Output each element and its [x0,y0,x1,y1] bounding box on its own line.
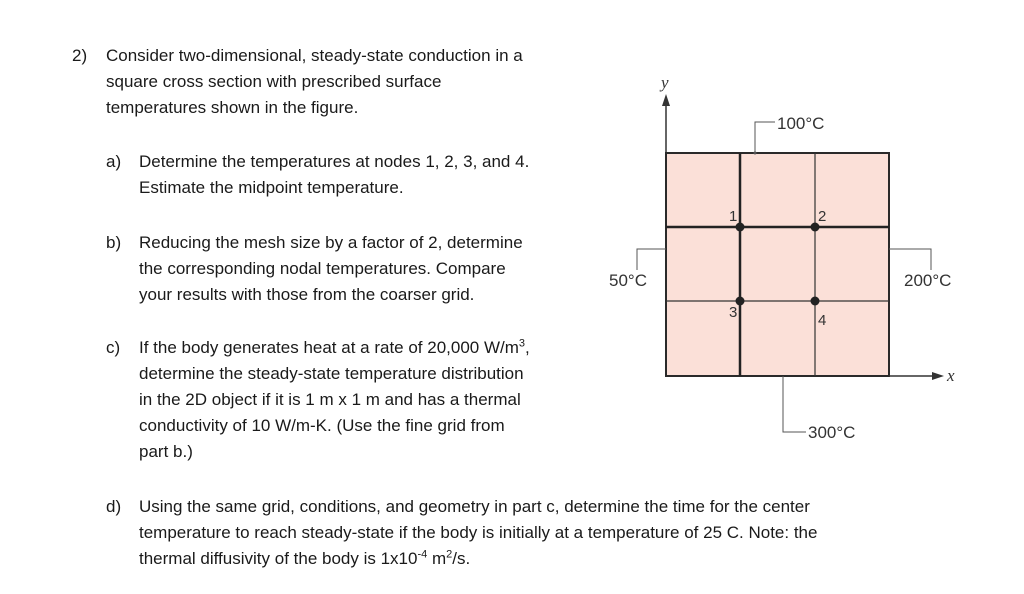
leader-dot [754,152,757,155]
y-axis-arrow-icon [662,94,670,106]
part-c-line [139,335,530,361]
question-number: 2) [72,46,88,65]
part-d-text [139,494,999,572]
node-4-label: 4 [818,312,827,329]
part-d-label: d) [106,497,122,516]
bottom-temperature: 300°C [808,423,856,442]
unit-text: /s. [452,549,471,568]
right-temperature: 200°C [904,271,952,290]
part-c-line: determine the steady-state temperature distribution [139,364,524,383]
part-c-line: part b.) [139,442,193,461]
unit-text: m [427,549,447,568]
x-axis-label: x [947,366,955,385]
part-d-line: Using the same grid, conditions, and geometry in part c, determine the time for the center [139,497,810,516]
y-axis-label: y [661,73,669,92]
part-c-text [139,335,530,465]
conduction-grid-figure [600,60,980,445]
part-d-line: temperature to reach steady-state if the body is initially at a temperature of 25 C. Note: the [139,523,818,542]
node-1-label: 1 [729,208,738,225]
node-2-label: 2 [818,208,827,225]
x-axis-arrow-icon [932,372,944,380]
part-d-line3-text: thermal diffusivity of the body is 1x10 [139,549,418,568]
part-b-line: Reducing the mesh size by a factor of 2, determine [139,233,523,252]
body-square [666,153,889,376]
part-b-line: your results with those from the coarser grid. [139,285,475,304]
part-b-text [139,230,523,308]
superscript: 3 [518,337,526,350]
intro-line: square cross section with prescribed surface [106,72,442,91]
top-temperature: 100°C [777,114,825,133]
part-c-line: in the 2D object if it is 1 m x 1 m and has a thermal [139,390,521,409]
intro-line: temperatures shown in the figure. [106,98,359,117]
part-b-line: the corresponding nodal temperatures. Compare [139,259,506,278]
node-3-label: 3 [729,304,738,321]
part-a-line: Determine the temperatures at nodes 1, 2, 3, and 4. [139,152,530,171]
part-b-label: b) [106,233,122,252]
part-c-line: conductivity of 10 W/m-K. (Use the fine grid from [139,416,505,435]
part-a-label: a) [106,152,122,171]
part-d-line [139,546,999,572]
superscript: 2 [446,548,453,561]
left-temperature: 50°C [609,271,647,290]
node-4 [811,297,820,306]
top-temp-leader [755,122,775,153]
part-c-label: c) [106,338,121,357]
intro-line: Consider two-dimensional, steady-state conduction in a [106,46,523,65]
question-intro [106,43,586,121]
bottom-temp-leader [783,376,806,432]
part-c-line1-text: If the body generates heat at a rate of 20,000 W/m [139,338,519,357]
part-a-text [139,149,529,201]
left-temp-leader [637,249,666,270]
punctuation: , [525,338,530,357]
right-temp-leader [889,249,931,270]
part-a-line: Estimate the midpoint temperature. [139,178,404,197]
superscript: -4 [417,548,428,561]
